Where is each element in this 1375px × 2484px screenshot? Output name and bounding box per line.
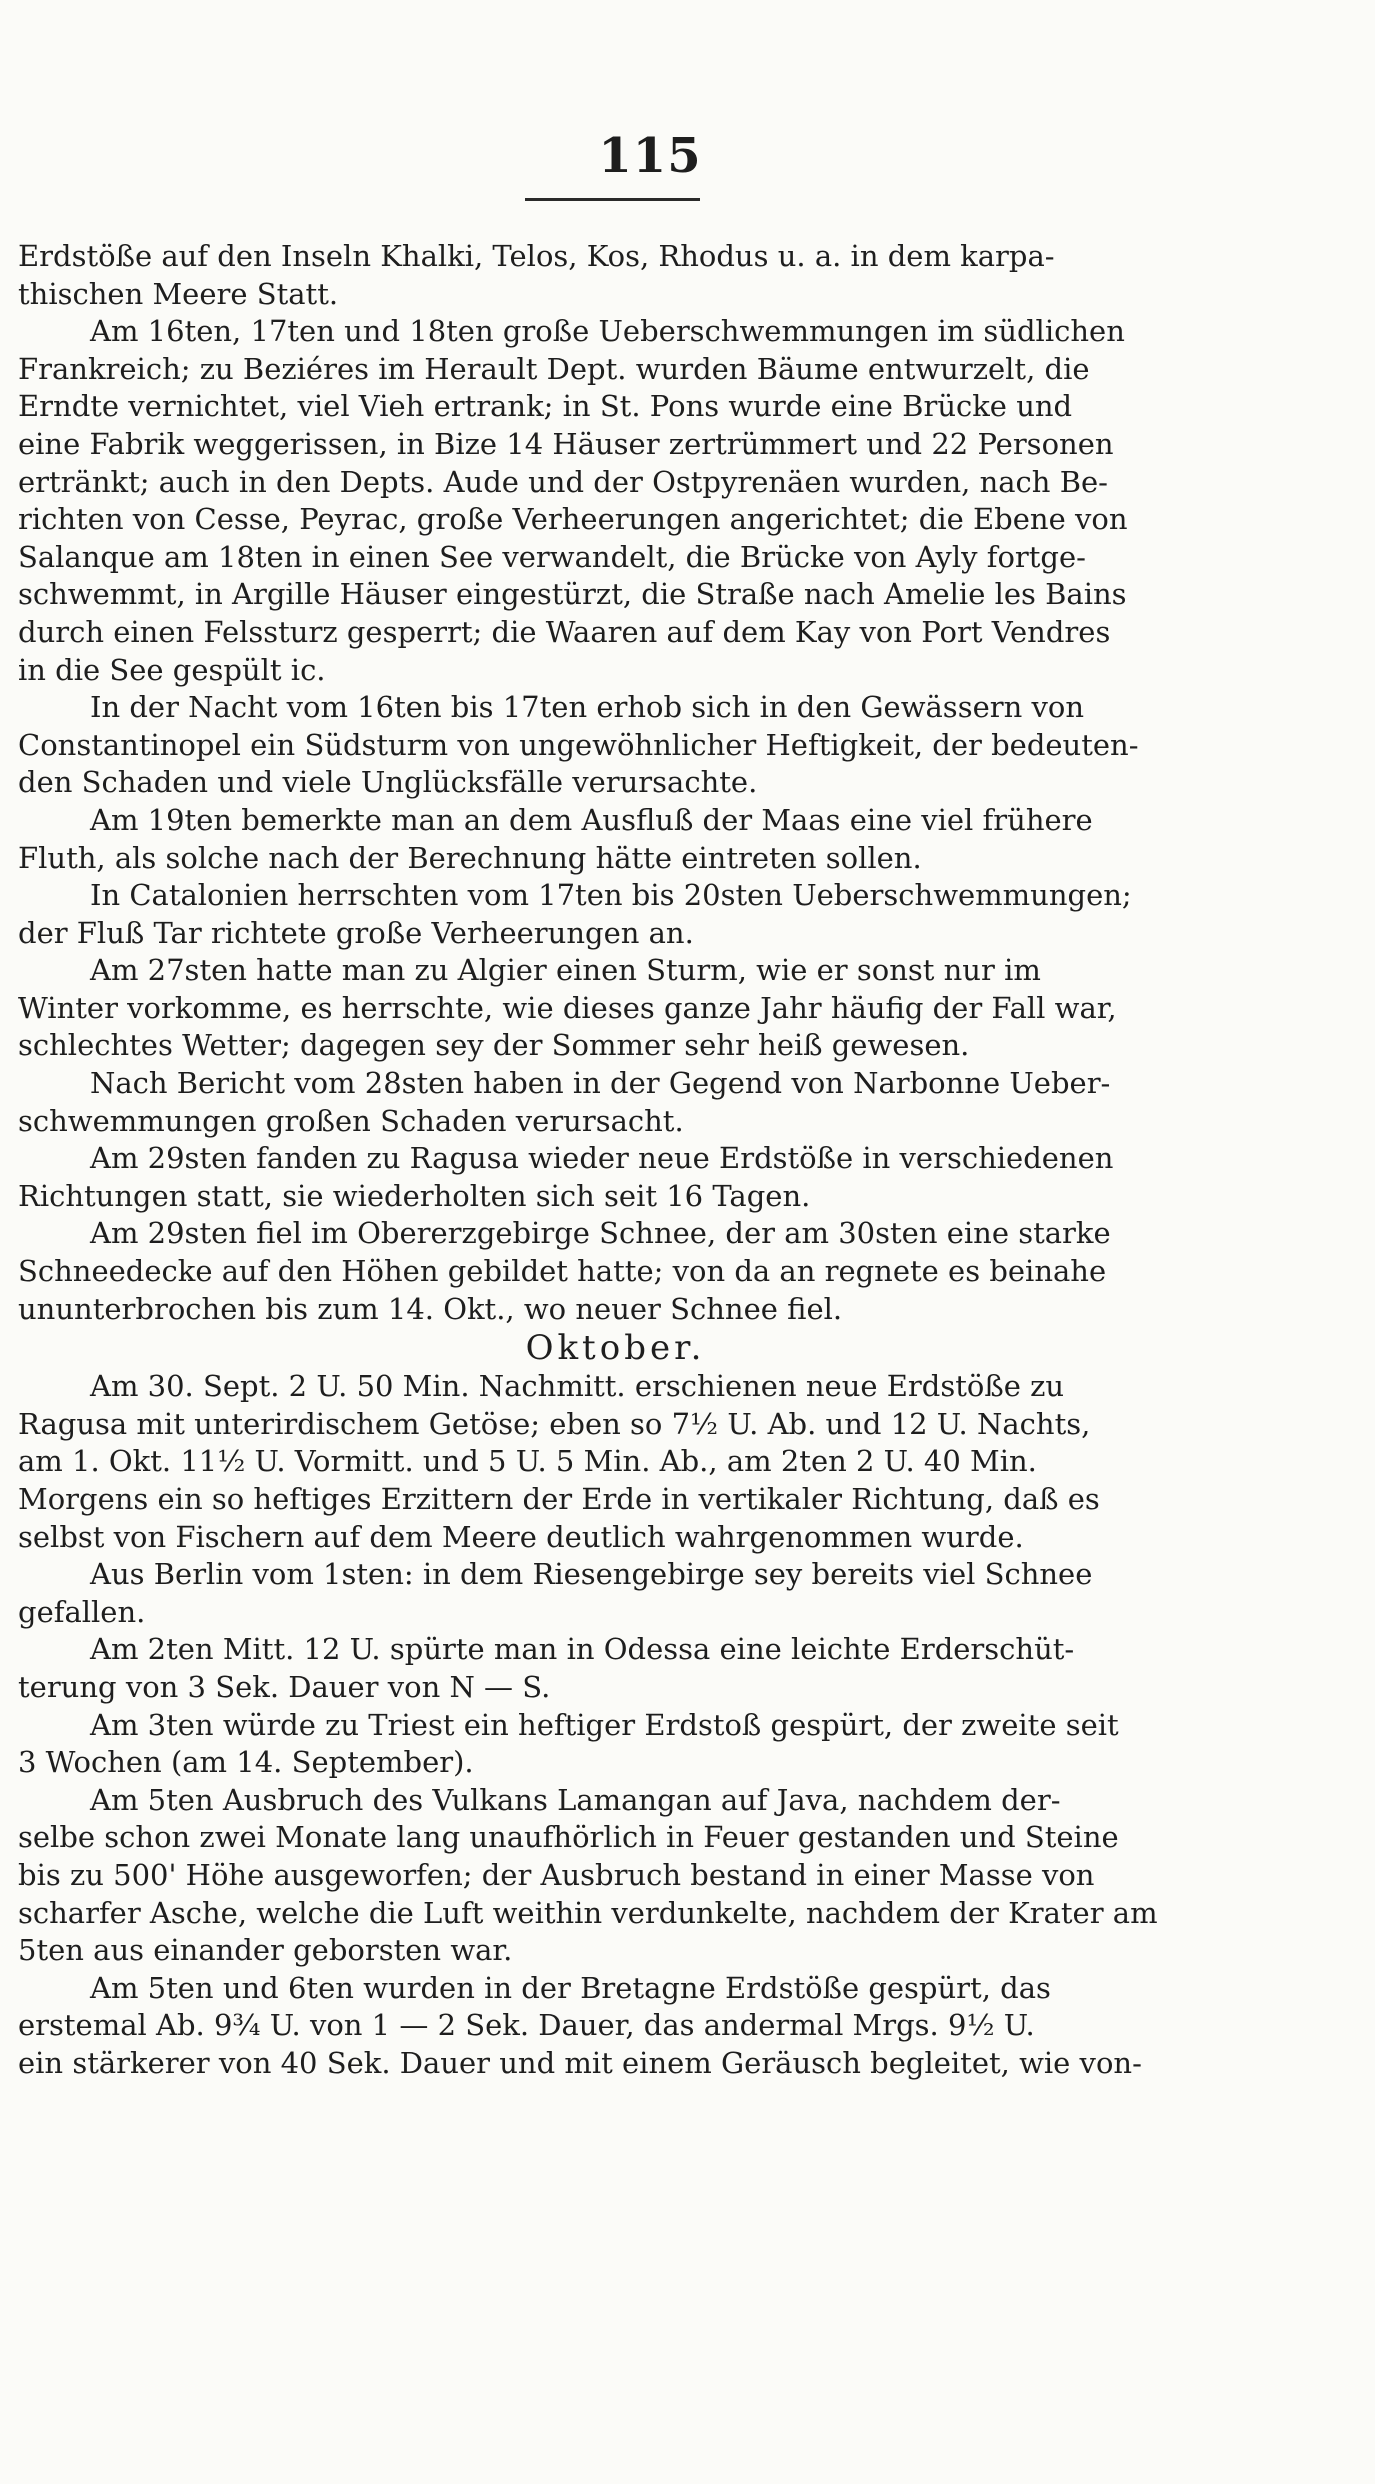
text-line: Richtungen statt, sie wiederholten sich seit 16 Tagen. bbox=[18, 1178, 811, 1213]
text-line: Am 5ten und 6ten wurden in der Bretagne Erdstöße gespürt, das bbox=[90, 1970, 1051, 2005]
text-line: In der Nacht vom 16ten bis 17ten erhob sich in den Gewässern von bbox=[90, 690, 1085, 725]
text-line: bis zu 500' Höhe ausgeworfen; der Ausbruch bestand in einer Masse von bbox=[18, 1857, 1095, 1892]
text-line: Am 16ten, 17ten und 18ten große Ueberschwemmungen im südlichen bbox=[90, 314, 1125, 349]
text-line: Aus Berlin vom 1sten: in dem Riesengebirge sey bereits viel Schnee bbox=[90, 1557, 1093, 1592]
text-line: ein stärkerer von 40 Sek. Dauer und mit einem Geräusch begleitet, wie von- bbox=[18, 2045, 1142, 2080]
text-line: eine Fabrik weggerissen, in Bize 14 Häuser zertrümmert und 22 Personen bbox=[18, 426, 1114, 461]
text-line: ununterbrochen bis zum 14. Okt., wo neuer Schnee fiel. bbox=[18, 1291, 843, 1326]
text-line: Am 3ten würde zu Triest ein heftiger Erdstoß gespürt, der zweite seit bbox=[90, 1707, 1119, 1742]
text-line: Am 29sten fanden zu Ragusa wieder neue Erdstöße in verschiedenen bbox=[90, 1141, 1114, 1176]
text-line: Morgens ein so heftiges Erzittern der Erde in vertikaler Richtung, daß es bbox=[18, 1482, 1100, 1516]
text-line: selbe schon zwei Monate lang unaufhörlich in Feuer gestanden und Steine bbox=[18, 1820, 1119, 1855]
text-line: In Catalonien herrschten vom 17ten bis 20sten Ueberschwemmungen; bbox=[90, 878, 1132, 913]
section-heading: Oktober. bbox=[525, 1328, 706, 1369]
text-line: thischen Meere Statt. bbox=[18, 276, 339, 311]
text-line: durch einen Felssturz gesperrt; die Waaren auf dem Kay von Port Vendres bbox=[18, 614, 1111, 649]
text-line: schwemmungen großen Schaden verursacht. bbox=[18, 1103, 684, 1138]
text-line: 3 Wochen (am 14. September). bbox=[18, 1745, 474, 1780]
text-line: Erdstöße auf den Inseln Khalki, Telos, Kos, Rhodus u. a. in dem karpa- bbox=[18, 239, 1055, 273]
text-line: Am 27sten hatte man zu Algier einen Sturm, wie er sonst nur im bbox=[90, 953, 1041, 988]
text-line: Am 29sten fiel im Obererzgebirge Schnee, der am 30sten eine starke bbox=[90, 1216, 1111, 1251]
text-line: Constantinopel ein Südsturm von ungewöhnlicher Heftigkeit, der bedeuten- bbox=[18, 727, 1139, 762]
text-line: Ragusa mit unterirdischem Getöse; eben so 7½ U. Ab. und 12 U. Nachts, bbox=[18, 1406, 1091, 1441]
text-line: am 1. Okt. 11½ U. Vormitt. und 5 U. 5 Min. Ab., am 2ten 2 U. 40 Min. bbox=[18, 1444, 1037, 1479]
text-line: scharfer Asche, welche die Luft weithin verdunkelte, nachdem der Krater am bbox=[18, 1895, 1158, 1930]
text-line: schlechtes Wetter; dagegen sey der Sommer sehr heiß gewesen. bbox=[18, 1028, 970, 1063]
text-line: gefallen. bbox=[18, 1594, 146, 1629]
text-line: Erndte vernichtet, viel Vieh ertrank; in St. Pons wurde eine Brücke und bbox=[18, 389, 1073, 424]
text-line: erstemal Ab. 9¾ U. von 1 — 2 Sek. Dauer, das andermal Mrgs. 9½ U. bbox=[18, 2008, 1035, 2043]
text-line: 5ten aus einander geborsten war. bbox=[18, 1933, 513, 1968]
body-text bbox=[18, 238, 1213, 2083]
text-line: Am 5ten Ausbruch des Vulkans Lamangan auf Java, nachdem der- bbox=[90, 1782, 1061, 1817]
page-number: 115 bbox=[598, 128, 702, 184]
text-line: Am 19ten bemerkte man an dem Ausfluß der Maas eine viel frühere bbox=[90, 802, 1093, 837]
text-line: Am 2ten Mitt. 12 U. spürte man in Odessa eine leichte Erderschüt- bbox=[90, 1632, 1075, 1667]
text-line: Am 30. Sept. 2 U. 50 Min. Nachmitt. erschienen neue Erdstöße zu bbox=[90, 1369, 1065, 1404]
text-line: Nach Bericht vom 28sten haben in der Gegend von Narbonne Ueber- bbox=[90, 1066, 1111, 1101]
text-line: terung von 3 Sek. Dauer von N — S. bbox=[18, 1669, 551, 1704]
page-number-rule bbox=[525, 198, 700, 201]
text-line: Schneedecke auf den Höhen gebildet hatte; von da an regnete es beinahe bbox=[18, 1254, 1107, 1289]
text-line: Frankreich; zu Beziéres im Herault Dept. wurden Bäume entwurzelt, die bbox=[18, 351, 1090, 386]
text-line: der Fluß Tar richtete große Verheerungen an. bbox=[18, 915, 694, 950]
text-line: schwemmt, in Argille Häuser eingestürzt, die Straße nach Amelie les Bains bbox=[18, 577, 1127, 612]
text-line: ertränkt; auch in den Depts. Aude und der Ostpyrenäen wurden, nach Be- bbox=[18, 464, 1108, 499]
text-line: in die See gespült ic. bbox=[18, 652, 326, 687]
text-line: Winter vorkomme, es herrschte, wie dieses ganze Jahr häufig der Fall war, bbox=[18, 990, 1117, 1025]
text-line: Fluth, als solche nach der Berechnung hätte eintreten sollen. bbox=[18, 840, 922, 875]
text-line: Salanque am 18ten in einen See verwandelt, die Brücke von Ayly fortge- bbox=[18, 539, 1086, 574]
text-line: selbst von Fischern auf dem Meere deutlich wahrgenommen wurde. bbox=[18, 1519, 1024, 1554]
text-line: richten von Cesse, Peyrac, große Verheerungen angerichtet; die Ebene von bbox=[18, 502, 1128, 537]
text-line: den Schaden und viele Unglücksfälle verursachte. bbox=[18, 765, 758, 800]
